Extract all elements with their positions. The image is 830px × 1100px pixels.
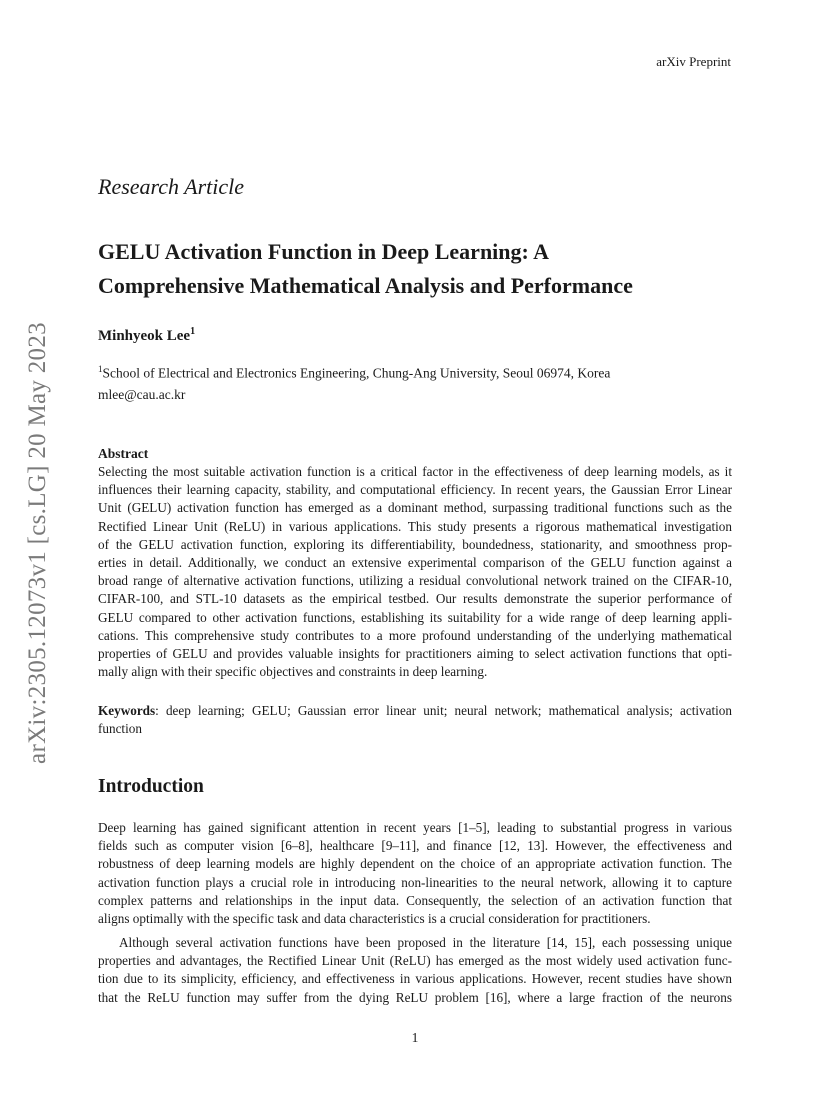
abstract-line: erties in detail. Additionally, we conduct an extensive experimental comparison of the GELU function against a — [98, 555, 732, 571]
paragraph-line: that the ReLU function may suffer from the dying ReLU problem [16], where a large fraction of the neurons — [98, 989, 732, 1005]
page-number: 1 — [411, 1030, 419, 1045]
author-email: mlee@cau.ac.kr — [98, 387, 186, 402]
abstract-line: Rectified Linear Unit (ReLU) in various applications. This study presents a rigorous mathematical investigation — [98, 518, 732, 534]
title-line: GELU Activation Function in Deep Learning: A — [98, 239, 550, 264]
paragraph-line: fields such as computer vision [6–8], healthcare [9–11], and finance [12, 13]. However, the effectiveness and — [98, 838, 732, 854]
paragraph-line: aligns optimally with the specific task and data characteristics is a crucial consideration for practitioners. — [98, 911, 651, 927]
introduction-heading: Introduction — [98, 776, 204, 797]
keywords-label: Keywords — [98, 703, 156, 718]
paragraph-line: activation function plays a crucial role in introducing non-linearities to the neural network, allowing it to capture — [98, 874, 732, 890]
abstract-line: of the GELU activation function, exploring its differentiability, boundedness, stationarity, and smoothness prop- — [98, 536, 732, 552]
paragraph-line: complex patterns and relationships in the input data. Consequently, the selection of an activation function that — [98, 892, 732, 908]
keywords — [98, 702, 732, 738]
paragraph-line: properties and advantages, the Rectified Linear Unit (ReLU) has emerged as the most widely used activation func- — [98, 953, 732, 969]
introduction-paragraph-2 — [98, 934, 732, 1007]
arxiv-identifier: arXiv:2305.12073v1 [cs.LG] 20 May 2023 — [24, 321, 51, 764]
author-affiliation-mark: 1 — [190, 326, 196, 337]
paragraph-line: Deep learning has gained significant attention in recent years [1–5], leading to substantial progress in various — [98, 820, 732, 835]
keywords-list: : deep learning; GELU; Gaussian error linear unit; neural network; mathematical analysis; activation — [155, 703, 732, 718]
paragraph-line: Although several activation functions have been proposed in the literature [14, 15], each possessing unique — [119, 935, 732, 950]
affiliation-mark: 1 — [98, 364, 103, 374]
abstract-heading: Abstract — [98, 446, 149, 461]
abstract-line: cations. This comprehensive study contributes to a more profound understanding of the underlying mathematical — [98, 627, 732, 643]
abstract-line: mally align with their specific objectives and constraints in deep learning. — [98, 664, 488, 680]
abstract-line: influences their learning capacity, stability, and computational efficiency. In recent years, the Gaussian Error Linear — [98, 482, 732, 498]
paper-title — [98, 235, 738, 303]
arxiv-side-stamp — [18, 285, 58, 800]
preprint-label: arXiv Preprint — [656, 54, 731, 69]
abstract-line: properties of GELU and provides valuable insights for practitioners aiming to select activation functions that opti- — [98, 646, 732, 662]
author — [98, 326, 195, 345]
abstract-line: Unit (GELU) activation function has emerged as a dominant method, surpassing traditional functions such as the — [98, 500, 732, 516]
paragraph-line: robustness of deep learning models are highly dependent on the choice of an appropriate activation function. The — [98, 856, 732, 872]
abstract-line: broad range of alternative activation functions, utilizing a residual convolutional network trained on the CIFAR-10, — [98, 573, 732, 589]
abstract-body — [98, 463, 732, 681]
abstract-line: GELU compared to other activation functions, establishing its suitability for a wide range of deep learning appli- — [98, 609, 732, 625]
author-name: Minhyeok Lee — [98, 328, 191, 344]
title-line: Comprehensive Mathematical Analysis and Performance — [98, 273, 633, 298]
abstract-line: CIFAR-100, and STL-10 datasets as the empirical testbed. Our results demonstrate the superior performance of — [98, 591, 732, 607]
affiliation — [98, 364, 610, 382]
paragraph-line: tion due to its simplicity, efficiency, and effectiveness in various applications. However, recent studies have shown — [98, 971, 732, 987]
article-type: Research Article — [98, 174, 245, 199]
abstract-line: Selecting the most suitable activation function is a critical factor in the effectiveness of deep learning models, as it — [98, 464, 732, 479]
keywords-line — [98, 702, 732, 720]
keywords-line-continued: function — [98, 721, 142, 737]
affiliation-text: School of Electrical and Electronics Engineering, Chung-Ang University, Seoul 06974, Korea — [102, 365, 611, 381]
introduction-paragraph-1 — [98, 819, 732, 928]
